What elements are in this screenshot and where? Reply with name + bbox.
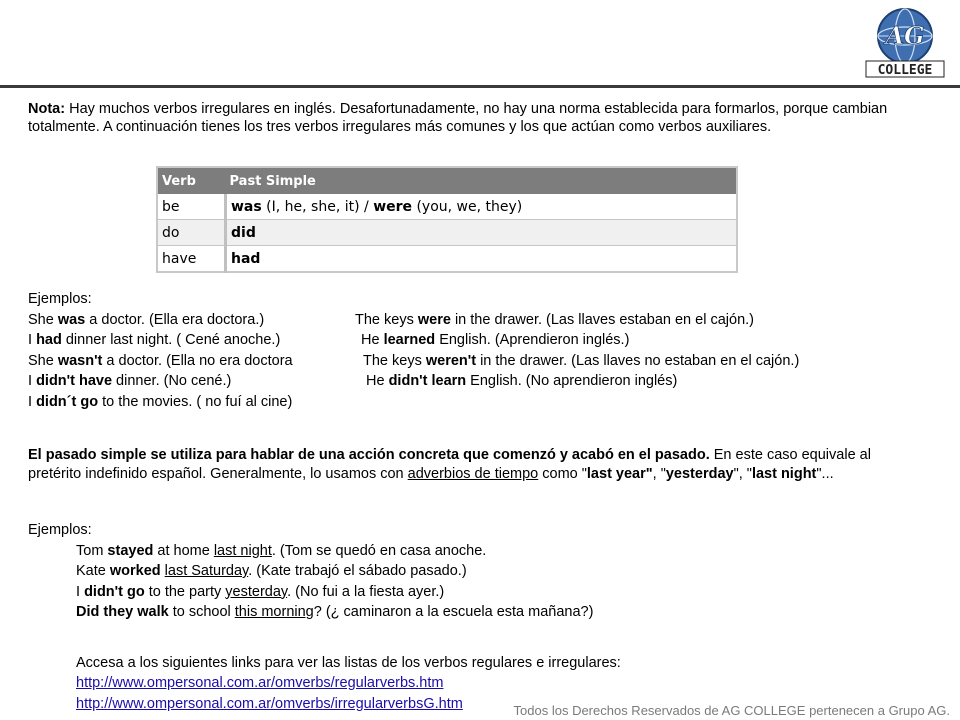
example-line: Kate worked last Saturday. (Kate trabajó el sábado pasado.) (76, 563, 467, 579)
table-cell-verb: be (157, 194, 226, 220)
table-header-past-simple: Past Simple (226, 167, 738, 194)
example-line-right: He didn't learn English. (No aprendieron inglés) (366, 373, 678, 389)
example-line: Did they walk to school this morning? (¿ caminaron a la escuela esta mañana?) (76, 604, 594, 620)
past-simple-explanation: El pasado simple se utiliza para hablar de una acción concreta que comenzó y acabó en el pasado. En este caso equivale al pretérito indefinido español. Generalmente, lo usamos con adverbios de tiempo como "last year", "yesterday", "last night"... (28, 447, 871, 482)
example-line: I didn't go to the party yesterday. (No fui a la fiesta ayer.) (76, 583, 445, 600)
example-line: She was a doctor. (Ella era doctora.) The keys were in the drawer. (Las llaves estaban en el cajón.) (28, 311, 754, 328)
example-line-right: He learned English. (Aprendieron inglés.) (361, 332, 630, 348)
table-cell-past: was (I, he, she, it) / were (you, we, they) (226, 194, 738, 220)
table-header-row (157, 167, 737, 194)
table-row (157, 220, 737, 246)
table-row (157, 246, 737, 273)
access-links-text: Accesa a los siguientes links para ver las listas de los verbos regulares e irregulares: (76, 654, 621, 671)
adverbs-link[interactable]: adverbios de tiempo (407, 466, 539, 482)
table-header-verb: Verb (157, 167, 226, 194)
table-cell-past: had (226, 246, 738, 273)
note-label: Nota: (28, 101, 66, 117)
note-text: Hay muchos verbos irregulares en inglés. Desafortunadamente, no hay una norma establecida para formarlos, porque cambian totalmente. A continuación tienes los tres verbos irregulares más comunes y los que actúan como verbos auxiliares. (28, 101, 888, 135)
example-line: Tom stayed at home last night. (Tom se quedó en casa anoche. (76, 542, 487, 559)
ag-college-logo (862, 6, 948, 80)
table-cell-verb: have (157, 246, 226, 273)
example-line: I didn´t go to the movies. ( no fuí al cine) (28, 393, 293, 410)
examples-section-1 (28, 290, 928, 413)
irregular-verbs-link[interactable]: http://www.ompersonal.com.ar/omverbs/irregularverbsG.htm (76, 695, 463, 712)
regular-verbs-link[interactable]: http://www.ompersonal.com.ar/omverbs/regularverbs.htm (76, 675, 444, 691)
copyright-footer: Todos los Derechos Reservados de AG COLLEGE pertenecen a Grupo AG. (513, 703, 950, 718)
table-cell-verb: do (157, 220, 226, 246)
examples-heading: Ejemplos: (28, 291, 92, 307)
example-line-right: The keys were in the drawer. (Las llaves estaban en el cajón.) (355, 311, 754, 328)
header-divider (0, 85, 960, 88)
note-paragraph (28, 100, 928, 136)
irregular-verbs-table (156, 166, 738, 273)
example-line: I had dinner last night. ( Cené anoche.) He learned English. (Aprendieron inglés.) (28, 332, 630, 348)
example-line-right: The keys weren't in the drawer. (Las llaves no estaban en el cajón.) (363, 352, 800, 369)
svg-text:COLLEGE: COLLEGE (877, 63, 933, 78)
example-line: I didn't have dinner. (No cené.) He didn't learn English. (No aprendieron inglés) (28, 373, 678, 389)
svg-text:AG: AG (885, 21, 925, 50)
example-line: She wasn't a doctor. (Ella no era doctora The keys weren't in the drawer. (Las llaves no estaban en el cajón.) (28, 352, 800, 369)
examples-section-2 (28, 521, 928, 715)
examples-heading: Ejemplos: (28, 522, 92, 538)
table-cell-past: did (226, 220, 738, 246)
table-row (157, 194, 737, 220)
regular-verbs-link-row (28, 674, 928, 695)
